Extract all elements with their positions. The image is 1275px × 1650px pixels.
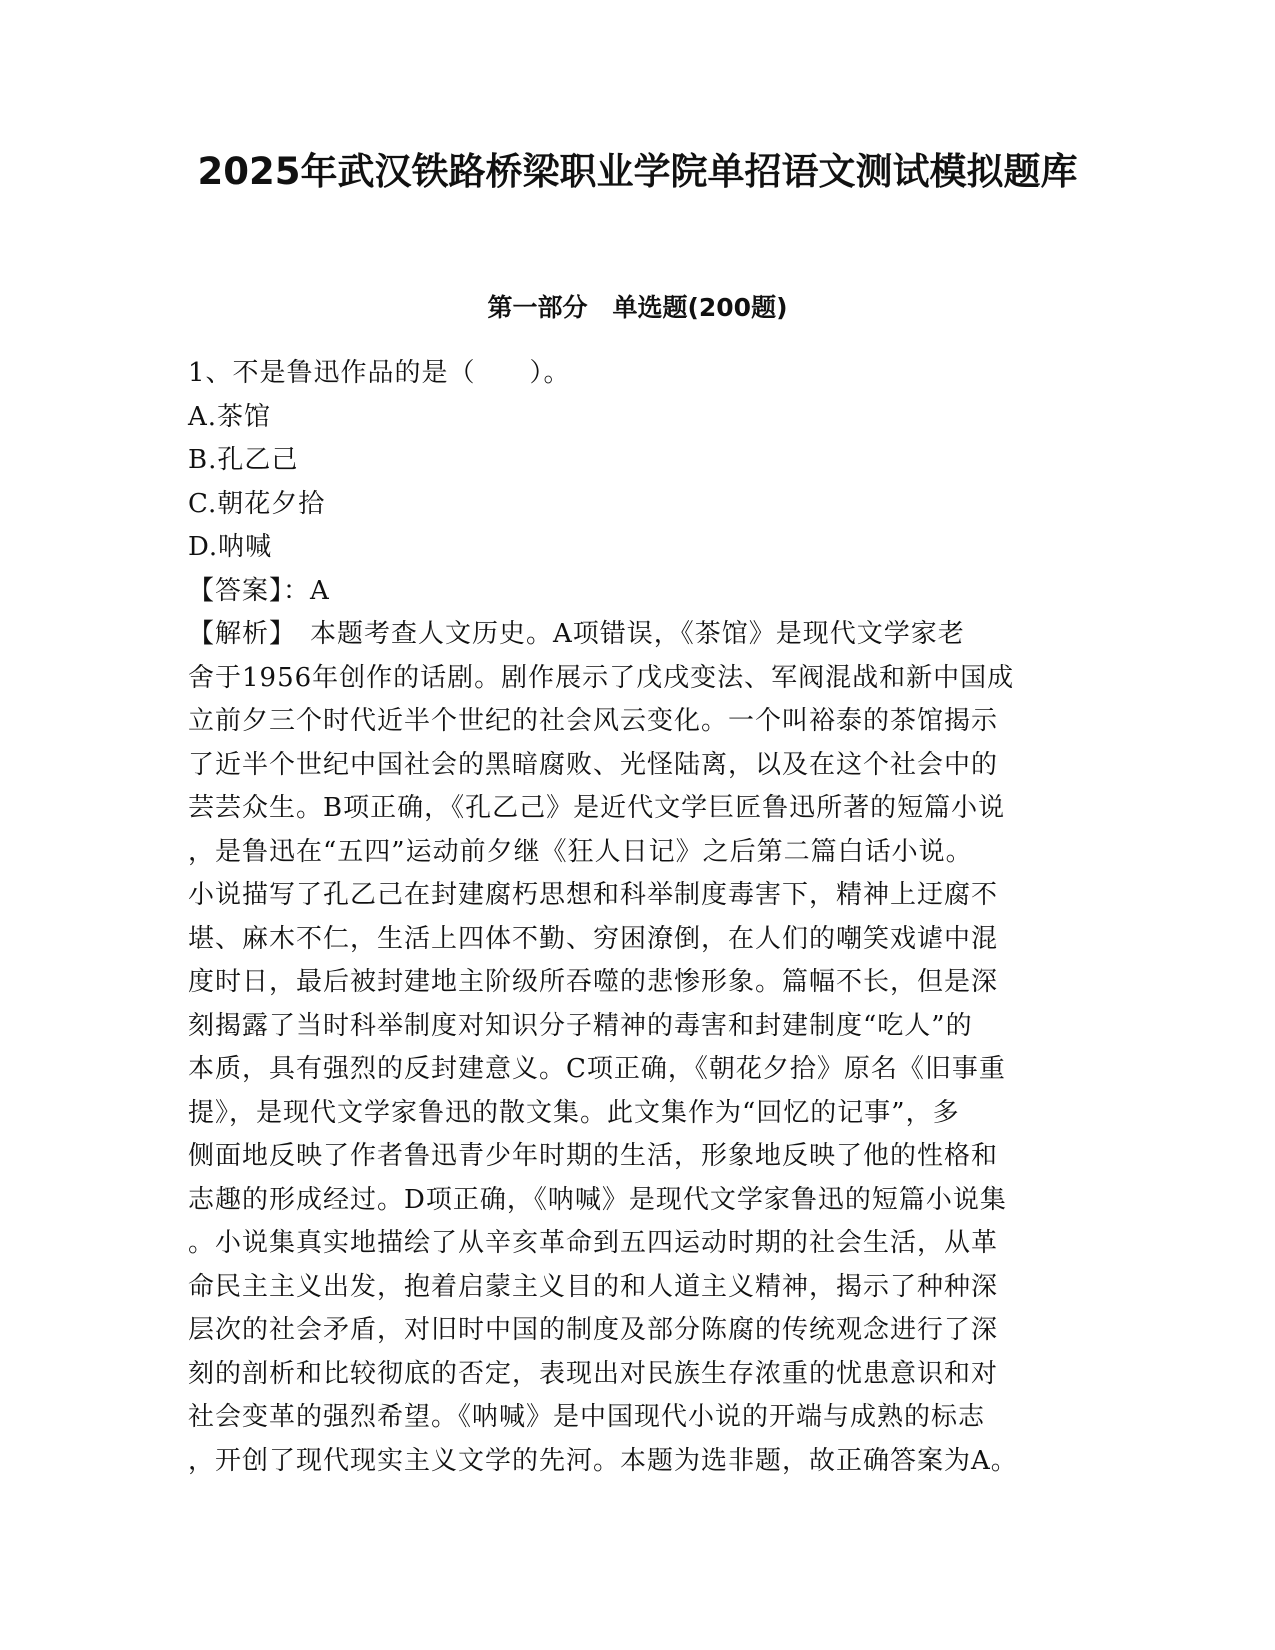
option-b: B.孔乙己	[188, 445, 299, 475]
analysis-line: 立前夕三个时代近半个世纪的社会风云变化。一个叫裕泰的茶馆揭示	[188, 706, 999, 736]
analysis-line: 刻揭露了当时科举制度对知识分子精神的毒害和封建制度“吃人”的	[188, 1010, 973, 1041]
analysis-line: 。小说集真实地描绘了从辛亥革命到五四运动时期的社会生活，从革	[188, 1228, 999, 1258]
analysis-line: 堪、麻木不仁，生活上四体不勤、穷困潦倒，在人们的嘲笑戏谑中混	[188, 923, 999, 954]
answer-line: 【答案】：A	[188, 575, 330, 606]
analysis-line: 社会变革的强烈希望。《呐喊》是中国现代小说的开端与成熟的标志	[188, 1402, 986, 1432]
analysis-line: 刻的剖析和比较彻底的否定，表现出对民族生存浓重的忧患意识和对	[188, 1358, 999, 1389]
document-title: 2025年武汉铁路桥梁职业学院单招语文测试模拟题库	[197, 150, 1078, 193]
analysis-paragraph	[188, 613, 1088, 1483]
analysis-line: 芸芸众生。B项正确，《孔乙己》是近代文学巨匠鲁迅所著的短篇小说	[188, 793, 1006, 823]
analysis-line: 提》，是现代文学家鲁迅的散文集。此文集作为“回忆的记事”，多	[188, 1097, 960, 1128]
analysis-line: 命民主主义出发，抱着启蒙主义目的和人道主义精神，揭示了种种深	[188, 1271, 999, 1302]
analysis-line: ，开创了现代现实主义文学的先河。本题为选非题，故正确答案为A。	[188, 1445, 1018, 1476]
analysis-line: 侧面地反映了作者鲁迅青少年时期的生活，形象地反映了他的性格和	[188, 1141, 999, 1171]
analysis-line: 舍于1956年创作的话剧。剧作展示了戊戌变法、军阀混战和新中国成	[188, 662, 1015, 693]
analysis-line: 本质，具有强烈的反封建意义。C项正确，《朝花夕拾》原名《旧事重	[188, 1054, 1006, 1084]
analysis-line: 小说描写了孔乙己在封建腐朽思想和科举制度毒害下，精神上迂腐不	[188, 880, 999, 910]
option-c: C.朝花夕拾	[188, 488, 326, 519]
analysis-line: ，是鲁迅在“五四”运动前夕继《狂人日记》之后第二篇白话小说。	[188, 836, 973, 867]
analysis-line: 层次的社会矛盾，对旧时中国的制度及部分陈腐的传统观念进行了深	[188, 1315, 999, 1345]
analysis-line: 度时日，最后被封建地主阶级所吞噬的悲惨形象。篇幅不长，但是深	[188, 967, 999, 997]
option-a: A.茶馆	[188, 401, 272, 432]
analysis-line: 【解析】 本题考查人文历史。A项错误，《茶馆》是现代文学家老	[188, 619, 965, 649]
analysis-line: 了近半个世纪中国社会的黑暗腐败、光怪陆离，以及在这个社会中的	[188, 749, 999, 780]
option-d: D.呐喊	[188, 532, 273, 562]
question-block	[188, 352, 1088, 1483]
analysis-line: 志趣的形成经过。D项正确，《呐喊》是现代文学家鲁迅的短篇小说集	[188, 1184, 1007, 1215]
question-stem: 1、不是鲁迅作品的是（ ）。	[188, 358, 571, 388]
section-heading: 第一部分 单选题(200题)	[487, 293, 788, 322]
